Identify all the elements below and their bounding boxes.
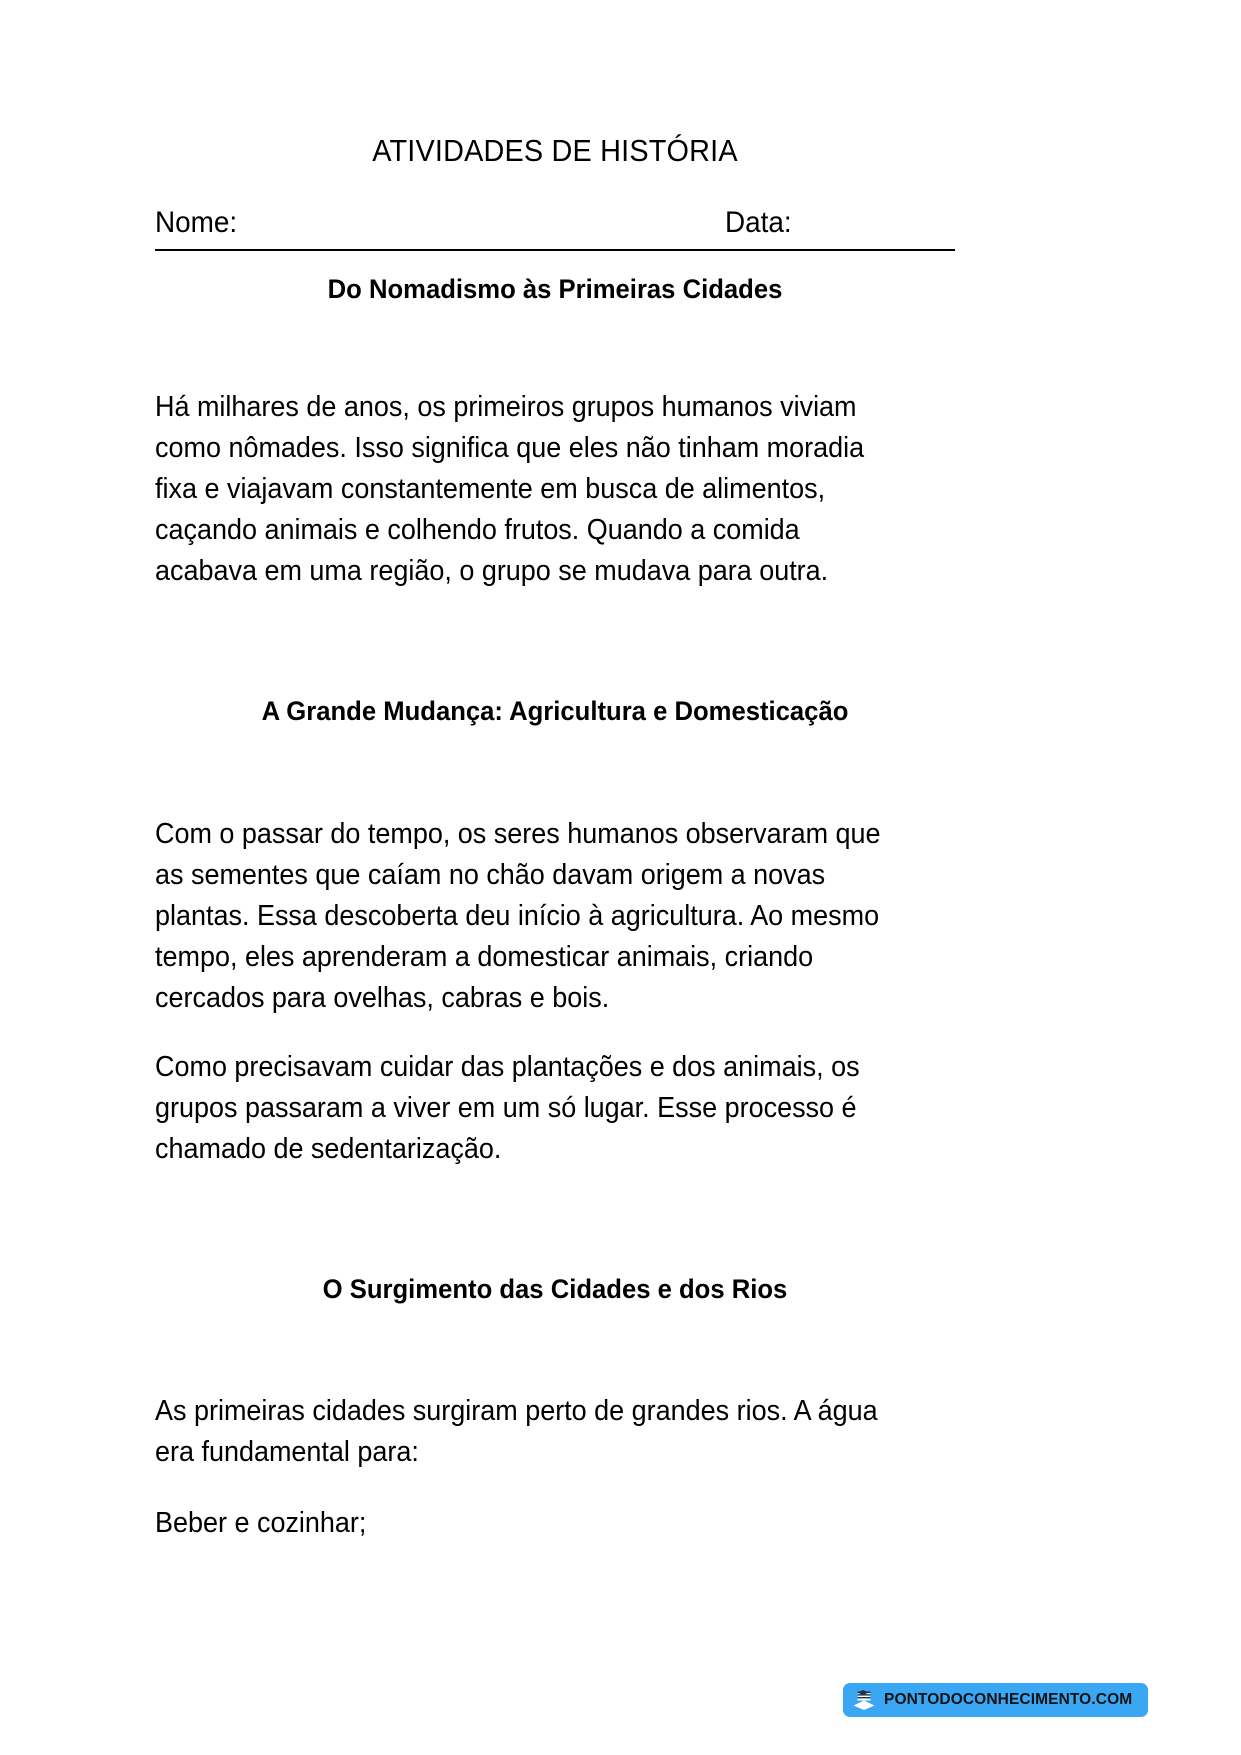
section-heading-1: Do Nomadismo às Primeiras Cidades xyxy=(327,274,783,305)
section-3-list-item-1: Beber e cozinhar; xyxy=(155,1507,367,1540)
section-2-paragraph-1: Com o passar do tempo, os seres humanos observaram que as sementes que caíam no chão davam origem a novas plantas. Essa descoberta deu início à agricultura. Ao mesmo tempo, eles aprenderam a domesticar animais, criando cercados para ovelhas, cabras e bois. xyxy=(155,817,881,1014)
section-heading-3: O Surgimento das Cidades e dos Rios xyxy=(322,1273,788,1304)
book-logo-icon xyxy=(849,1687,879,1713)
section-3-paragraph-1: As primeiras cidades surgiram perto de grandes rios. A água era fundamental para: xyxy=(155,1395,878,1469)
name-field-label: Nome: xyxy=(155,206,238,240)
page-title: ATIVIDADES DE HISTÓRIA xyxy=(372,133,738,168)
watermark-text: PONTODOCONHECIMENTO.COM xyxy=(884,1691,1133,1708)
section-1-paragraph-1: Há milhares de anos, os primeiros grupos humanos viviam como nômades. Isso significa que eles não tinham moradia fixa e viajavam constantemente em busca de alimentos, caçando animais e colhendo frutos. Quando a comida acabava em uma região, o grupo se mudava para outra. xyxy=(155,390,865,587)
section-2-paragraph-2: Como precisavam cuidar das plantações e dos animais, os grupos passaram a viver em um só lugar. Esse processo é chamado de sedentarização. xyxy=(155,1050,860,1165)
site-watermark-badge[interactable] xyxy=(843,1683,1148,1717)
name-date-row xyxy=(155,203,955,243)
document-content xyxy=(155,0,955,1544)
section-heading-2: A Grande Mudança: Agricultura e Domesticação xyxy=(261,695,849,726)
header-divider xyxy=(155,249,955,251)
date-field-label: Data: xyxy=(725,206,792,240)
